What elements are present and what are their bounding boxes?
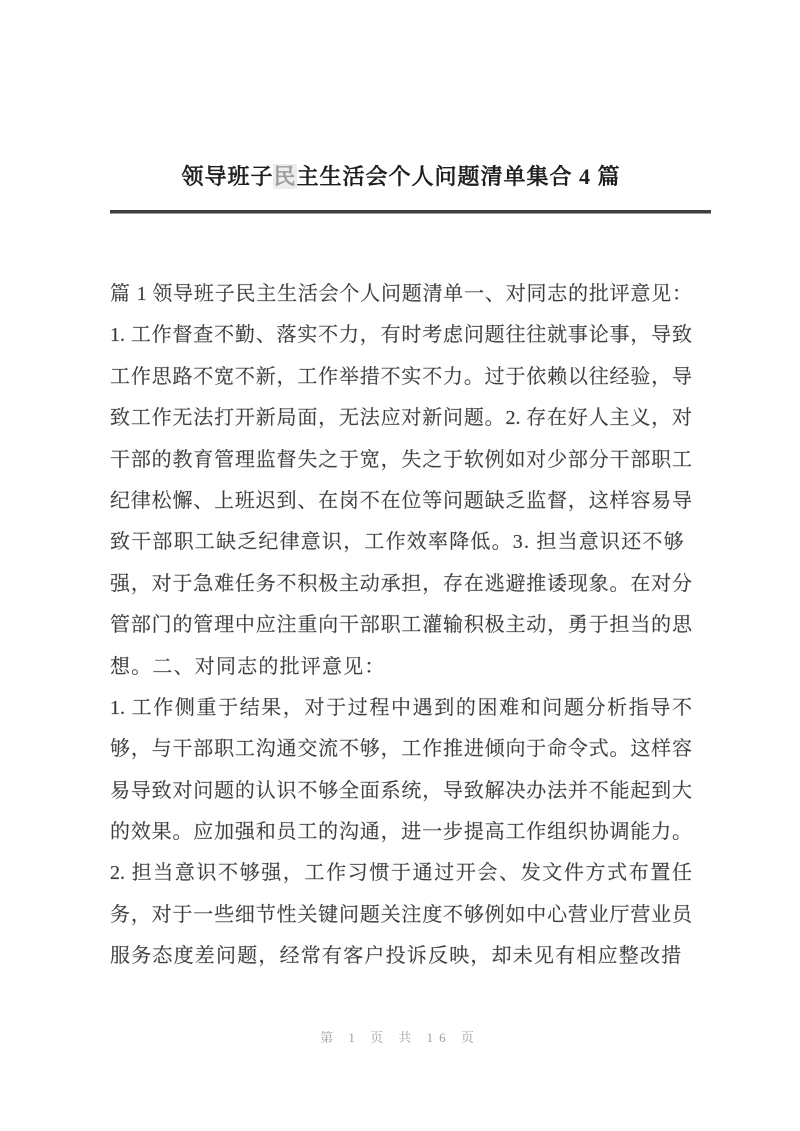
body-line: 务，对于一些细节性关键问题关注度不够例如中心营业厅营业员 xyxy=(110,903,692,926)
body-line: 服务态度差问题，经常有客户投诉反映，却未见有相应整改措 xyxy=(110,945,683,968)
page-title xyxy=(110,160,692,194)
page-number-label: 第 1 页 共 16 页 xyxy=(320,1030,480,1045)
body-line: 1. 工作侧重于结果，对于过程中遇到的困难和问题分析指导不 xyxy=(110,696,692,719)
title-divider-rule xyxy=(110,210,711,214)
page-title-highlight: 民 xyxy=(273,164,297,189)
body-line: 工作思路不宽不新，工作举措不实不力。过于依赖以往经验，导 xyxy=(110,365,692,388)
document-body xyxy=(110,274,692,978)
body-line: 纪律松懈、上班迟到、在岗不在位等问题缺乏监督，这样容易导 xyxy=(110,489,692,512)
body-line: 2. 担当意识不够强，工作习惯于通过开会、发文件方式布置任 xyxy=(110,862,692,885)
body-line: 篇 1 领导班子民主生活会个人问题清单一、对同志的批评意见： xyxy=(110,283,692,305)
body-line: 想。二、对同志的批评意见： xyxy=(110,655,386,678)
body-line: 致工作无法打开新局面，无法应对新问题。2. 存在好人主义，对 xyxy=(110,407,692,430)
body-line: 管部门的管理中应注重向干部职工灌输积极主动，勇于担当的思 xyxy=(110,614,692,637)
page-footer xyxy=(0,1027,800,1046)
body-line: 1. 工作督查不勤、落实不力，有时考虑问题往往就事论事，导致 xyxy=(110,324,692,347)
body-line: 致干部职工缺乏纪律意识，工作效率降低。3. 担当意识还不够 xyxy=(110,531,685,554)
body-line: 易导致对问题的认识不够全面系统，导致解决办法并不能起到大 xyxy=(110,779,692,802)
body-line: 干部的教育管理监督失之于宽，失之于软例如对少部分干部职工 xyxy=(110,448,692,471)
page-title-prefix: 领导班子 xyxy=(181,164,274,189)
body-line: 够，与干部职工沟通交流不够，工作推进倾向于命令式。这样容 xyxy=(110,738,692,761)
body-line: 的效果。应加强和员工的沟通，进一步提高工作组织协调能力。 xyxy=(110,821,692,844)
page-title-suffix: 主生活会个人问题清单集合 4 篇 xyxy=(296,164,621,189)
body-line: 强，对于急难任务不积极主动承担，存在逃避推诿现象。在对分 xyxy=(110,572,692,595)
